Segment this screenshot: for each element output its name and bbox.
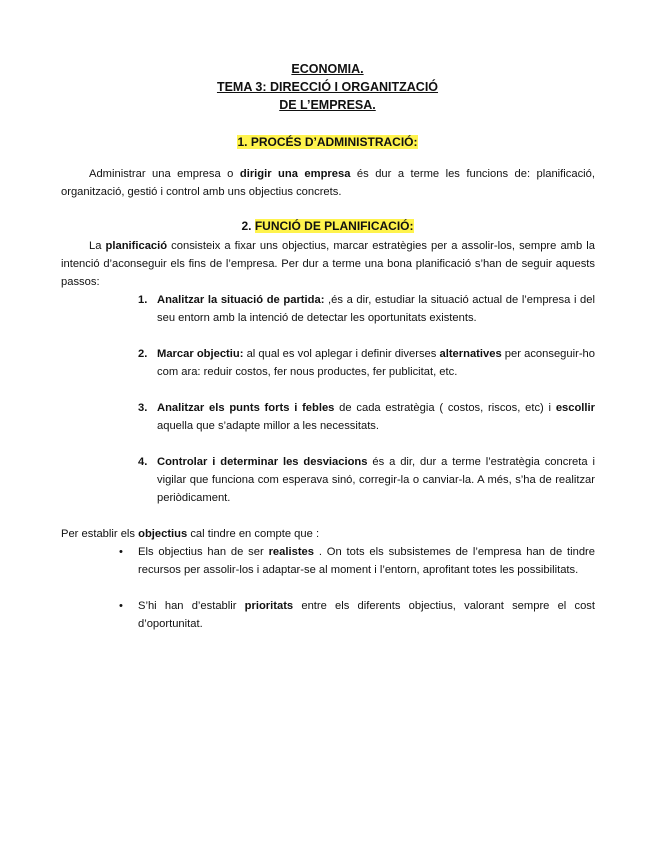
step-number: 3. (138, 402, 148, 414)
step-text: de cada estratègia ( costos, riscos, etc) i (334, 402, 556, 414)
step-item (138, 345, 595, 381)
p3-text-start: Per establir els (61, 528, 139, 540)
step-item (138, 399, 595, 435)
p1-text-end: és dur a terme les funcions de: planificació, organització, gestió i control amb uns objectius concrets. (61, 168, 595, 198)
bullet-text-end: entre els diferents objectius, valorant sempre el cost d’oportunitat. (138, 600, 596, 630)
step-bold: Analitzar els punts forts i febles (157, 402, 335, 414)
step-bold: Controlar i determinar les desviacions (157, 456, 368, 468)
p2-bold: planificació (105, 240, 168, 252)
bullet-bold: prioritats (244, 600, 294, 612)
step-text: és a dir, dur a terme l’estratègia concreta i vigilar que funciona com esperava sinó, corregir-la o canviar-la. A més, s’ha de realitzar periòdicament. (157, 456, 595, 504)
section-2-heading (0, 219, 655, 233)
bullet-text-start: Els objectius han de ser (138, 546, 269, 558)
bullet-text-end: . On tots els subsistemes de l’empresa han de tindre recursos per assolir-los i adaptar-se al moment i l’entorn, aprofitant totes les possibilitats. (138, 546, 595, 576)
section-2-number: 2. (241, 219, 252, 233)
p3-text-end: cal tindre en compte que : (187, 528, 320, 540)
step-number: 4. (138, 456, 148, 468)
bullet-item (119, 543, 595, 579)
step-bold-2: escollir (555, 402, 595, 414)
title-line-1: ECONOMIA. (291, 62, 364, 76)
paragraph-objectives (61, 525, 595, 543)
step-bold: Analitzar la situació de partida: (157, 294, 325, 306)
p3-bold: objectius (138, 528, 188, 540)
bullet-item (119, 597, 596, 633)
section-1-heading (0, 135, 655, 149)
step-number: 1. (138, 294, 148, 306)
p1-text-start: Administrar una empresa o (89, 168, 240, 180)
step-item (138, 291, 595, 327)
step-item (138, 453, 595, 507)
p2-text-end: consisteix a fixar uns objectius, marcar estratègies per a assolir-los, sempre amb la intenció d’aconseguir els fins de l’empresa. Per dur a terme una bona planificació s’han de seguir aquests passos: (61, 240, 595, 288)
bullet-icon: • (119, 600, 123, 612)
step-bold: Marcar objectiu: (157, 348, 244, 360)
bullet-icon: • (119, 546, 123, 558)
title-line-2: TEMA 3: DIRECCIÓ I ORGANITZACIÓ (216, 80, 439, 94)
step-text: ,és a dir, estudiar la situació actual de l’empresa i del seu entorn amb la intenció de detectar les oportunitats existents. (157, 294, 595, 324)
step-text-2: aquella que s’adapte millor a les necessitats. (157, 420, 380, 432)
step-bold-2: alternatives (439, 348, 502, 360)
paragraph-planning (61, 237, 595, 291)
step-text-2: per aconseguir-ho com ara: reduir costos, fer nous productes, fer publicitat, etc. (157, 348, 595, 378)
p1-bold: dirigir una empresa (239, 168, 351, 180)
paragraph-administration (61, 165, 595, 201)
p2-text-start: La (89, 240, 106, 252)
step-text: al qual es vol aplegar i definir diverses (243, 348, 440, 360)
title-line-3: DE L’EMPRESA. (279, 98, 376, 112)
section-1-label: 1. PROCÉS D’ADMINISTRACIÓ: (237, 135, 418, 149)
bullet-bold: realistes (268, 546, 314, 558)
section-2-label: FUNCIÓ DE PLANIFICACIÓ: (254, 219, 414, 233)
bullet-text-start: S’hi han d’establir (138, 600, 245, 612)
step-number: 2. (138, 348, 148, 360)
